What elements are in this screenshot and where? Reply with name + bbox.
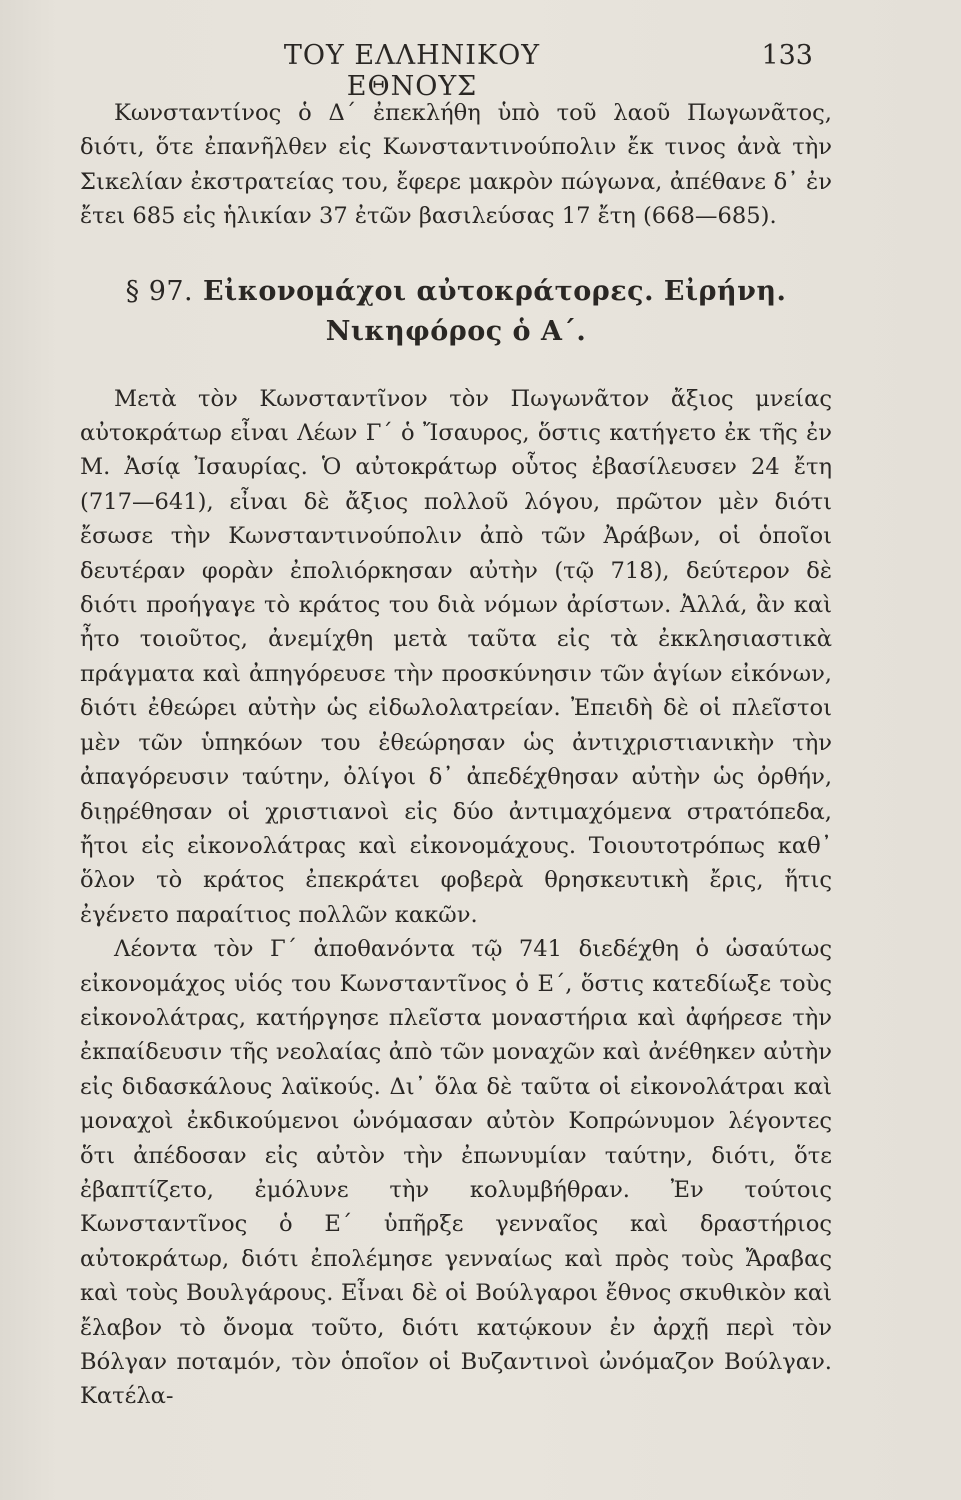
page-number: 133 <box>761 40 813 71</box>
section-mark: § 97. <box>125 275 194 307</box>
paragraph-leon: Μετὰ τὸν Κωνσταντῖνον τὸν Πωγωνᾶτον ἄξιος μνείας αὐτοκράτωρ εἶναι Λέων Γ΄ ὁ Ἴσαυρος, ὅστις κατήγετο ἐκ τῆς ἐν Μ. Ἀσίᾳ Ἰσαυρίας. Ὁ αὐτοκράτωρ οὗτος ἐβασίλευσεν 24 ἔτη (717—641), εἶναι δὲ ἄξιος πολλοῦ λόγου, πρῶτον μὲν διότι ἔσωσε τὴν Κωνσταντινούπολιν ἀπὸ τῶν Ἀράβων, οἱ ὁποῖοι δευτέραν φορὰν ἐπολιόρκησαν αὐτὴν (τῷ 718), δεύτερον δὲ διότι προήγαγε τὸ κράτος του διὰ νόμων ἀρίστων. Ἀλλά, ἂν καὶ ἦτο τοιοῦτος, ἀνεμίχθη μετὰ ταῦτα εἰς τὰ ἐκκλησιαστικὰ πράγματα καὶ ἀπηγόρευσε τὴν προσκύνησιν τῶν ἁγίων εἰκόνων, διότι ἐθεώρει αὐτὴν ὡς εἰδωλολατρείαν. Ἐπειδὴ δὲ οἱ πλεῖστοι μὲν τῶν ὑπηκόων του ἐθεώρησαν ὡς ἀντιχριστιανικὴν τὴν ἀπαγόρευσιν ταύτην, ὀλίγοι δ᾽ ἀπεδέχθησαν αὐτὴν ὡς ὀρθήν, διῃρέθησαν οἱ χριστιανοὶ εἰς δύο ἀντιμαχόμενα στρατόπεδα, ἤτοι εἰς εἰκονολάτρας καὶ εἰκονομάχους. Τοιουτοτρόπως καθ᾽ ὅλον τὸ κράτος ἐπεκράτει φοβερὰ θρησκευτικὴ ἔρις, ἥτις ἐγένετο παραίτιος πολλῶν κακῶν. <box>80 385 832 928</box>
page-body <box>80 96 832 1414</box>
paragraph-intro: Κωνσταντίνος ὁ Δ΄ ἐπεκλήθη ὑπὸ τοῦ λαοῦ Πωγωνᾶτος, διότι, ὅτε ἐπανῆλθεν εἰς Κωνσταντινούπολιν ἔκ τινος ἀνὰ τὴν Σικελίαν ἐκστρατείας του, ἔφερε μακρὸν πώγωνα, ἀπέθανε δ᾽ ἐν ἔτει 685 εἰς ἡλικίαν 37 ἐτῶν βασιλεύσας 17 ἔτη (668—685). <box>80 100 832 230</box>
paragraph-konstantinos-e: Λέοντα τὸν Γ΄ ἀποθανόντα τῷ 741 διεδέχθη ὁ ὡσαύτως εἰκονομάχος υἱός του Κωνσταντῖνος ὁ Ε΄, ὅστις κατεδίωξε τοὺς εἰκονολάτρας, κατήργησε πλεῖστα μοναστήρια καὶ ἀφήρεσε τὴν ἐκπαίδευσιν τῆς νεολαίας ἀπὸ τῶν μοναχῶν καὶ ἀνέθηκεν αὐτὴν εἰς διδασκάλους λαϊκούς. Δι᾽ ὅλα δὲ ταῦτα οἱ εἰκονολάτραι καὶ μοναχοὶ ἐκδικούμενοι ὠνόμασαν αὐτὸν Κοπρώνυμον λέγοντες ὅτι ἀπέδοσαν εἰς αὐτὸν τὴν ἐπωνυμίαν ταύτην, διότι, ὅτε ἐβαπτίζετο, ἐμόλυνε τὴν κολυμβήθραν. Ἐν τούτοις Κωνσταντῖνος ὁ Ε΄ ὑπῆρξε γενναῖος καὶ δραστήριος αὐτοκράτωρ, διότι ἐπολέμησε γενναίως καὶ πρὸς τοὺς Ἄραβας καὶ τοὺς Βουλγάρους. Εἶναι δὲ οἱ Βούλγαροι ἔθνος σκυθικὸν καὶ ἔλαβον τὸ ὄνομα τοῦτο, διότι κατῴκουν ἐν ἀρχῇ περὶ τὸν Βόλγαν ποταμόν, τὸν ὁποῖον οἱ Βυζαντινοὶ ὠνόμαζον Βούλγαν. Κατέλα- <box>80 936 832 1410</box>
section-title: Εἰκονομάχοι αὐτοκράτορες. Εἰρήνη. Νικηφόρος ὁ Α΄. <box>203 275 787 347</box>
section-heading <box>80 272 832 352</box>
running-title: ΤΟΥ ΕΛΛΗΝΙΚΟΥ ΕΘΝΟΥΣ <box>283 40 541 102</box>
